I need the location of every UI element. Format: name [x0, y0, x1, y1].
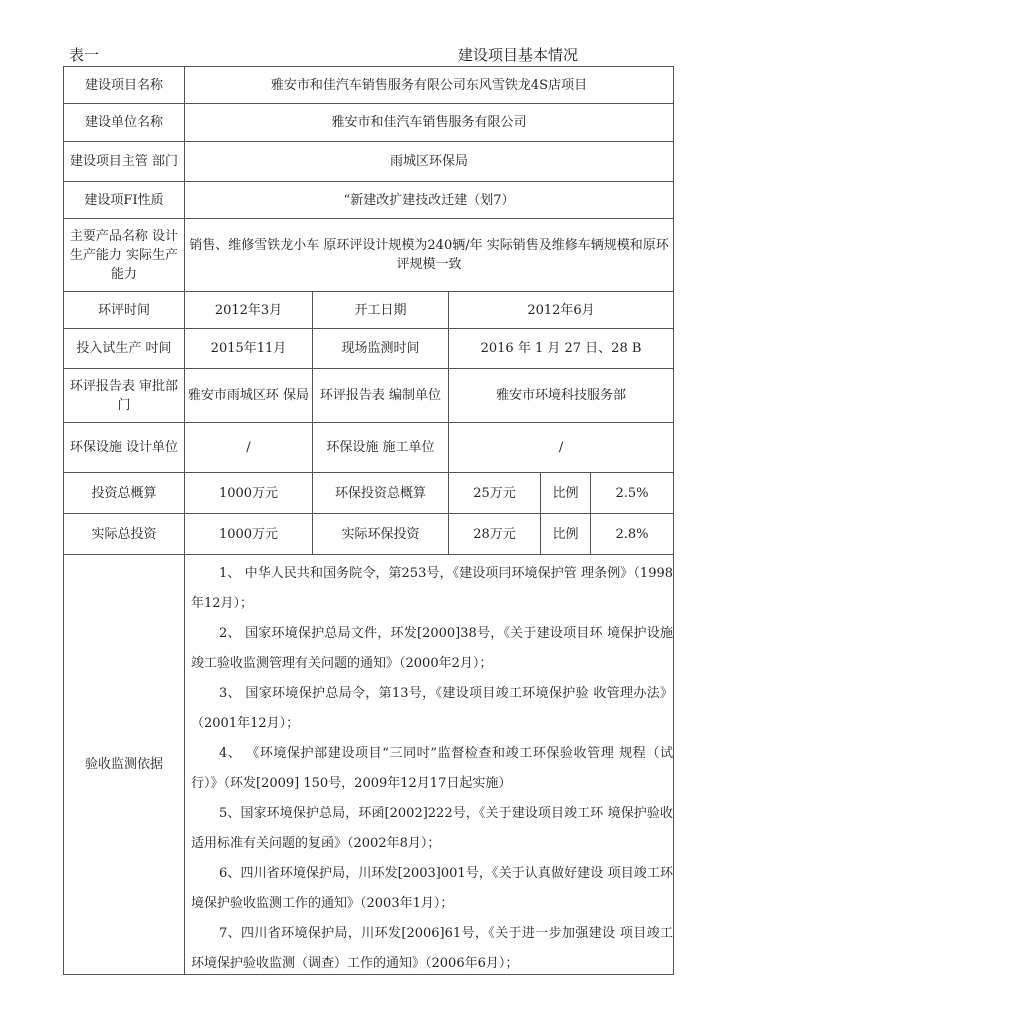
- basis-content: [185, 555, 674, 975]
- cell-label: 环评时间: [64, 292, 185, 329]
- cell-value: /: [185, 423, 313, 473]
- basis-item: 5、国家环境保护总局，环函[2002]222号，《关于建设项目竣工环 境保护验收适用标准有关问题的复函》（2002年8月）；: [191, 806, 674, 851]
- cell-label: 比例: [541, 473, 591, 514]
- cell-label: 建设项目主管 部门: [64, 142, 185, 182]
- basis-item: 3、 国家环境保护总局令，第13号，《建设项目竣工环境保护验 收管理办法》（2001年12月）；: [191, 686, 674, 731]
- basis-item: 7、四川省环境保护局，川环发[2006]61号，《关于进一步加强建设 项目竣工环境保护验收监测（调查）工作的通知》（2006年6月）；: [191, 926, 674, 971]
- cell-label: 环保设施 设计单位: [64, 423, 185, 473]
- cell-value: 销售、维修雪铁龙小车 原环评设计规模为240辆/年 实际销售及维修车辆规模和原环评规模一致: [185, 219, 674, 292]
- cell-value: 雅安市雨城区环 保局: [185, 369, 313, 423]
- basis-item: 1、 中华人民共和国务院令，第253号，《建设项冃环境保护管 理条例》（1998年12月）；: [191, 566, 674, 611]
- cell-label: 建设项FI性质: [64, 182, 185, 219]
- cell-label: 投资总概算: [64, 473, 185, 514]
- cell-value: 28万元: [449, 514, 541, 555]
- table-number: 表一: [69, 46, 100, 64]
- cell-value: 2015年11月: [185, 329, 313, 369]
- cell-value: 2016 年 1 月 27 日、28 B: [449, 329, 674, 369]
- row-product: [64, 219, 674, 292]
- cell-value: 雅安市环境科技服务部: [449, 369, 674, 423]
- cell-value: 雅安市和佳汽车销售服务有限公司东风雪铁龙4S店项目: [185, 67, 674, 104]
- row-eia-time: [64, 292, 674, 329]
- cell-label: 主要产品名称 设计生产能力 实际生产能力: [64, 219, 185, 292]
- project-info-table: [63, 66, 674, 975]
- cell-value: 1000万元: [185, 473, 313, 514]
- cell-label: 建设项目名称: [64, 67, 185, 104]
- cell-label: 建设单位名称: [64, 104, 185, 142]
- cell-label: 环保设施 施工单位: [313, 423, 449, 473]
- cell-value: /: [449, 423, 674, 473]
- row-nature: [64, 182, 674, 219]
- cell-value: 2012年6月: [449, 292, 674, 329]
- cell-value: 雅安市和佳汽车销售服务有限公司: [185, 104, 674, 142]
- cell-label: 投入试生产 吋间: [64, 329, 185, 369]
- row-invest-actual: [64, 514, 674, 555]
- cell-label: 比例: [541, 514, 591, 555]
- cell-label: 开工日期: [313, 292, 449, 329]
- cell-value: 2.8%: [591, 514, 674, 555]
- cell-label: 现场监测时间: [313, 329, 449, 369]
- cell-value: 2.5%: [591, 473, 674, 514]
- cell-label: 环评报告表 审批部门: [64, 369, 185, 423]
- cell-value: 1000万元: [185, 514, 313, 555]
- basis-item: 6、四川省环境保护局，川环发[2003]001号，《关于认真做好建设 项目竣工环境保护验收监测工作的通知》（2003年1月）；: [191, 866, 674, 911]
- cell-value: “新建改扩建技改迁建（划7）: [185, 182, 674, 219]
- cell-label: 环评报告表 编制单位: [313, 369, 449, 423]
- row-design: [64, 423, 674, 473]
- page-title: 建设项目基本情况: [458, 46, 579, 64]
- row-invest-budget: [64, 473, 674, 514]
- row-project-name: [64, 67, 674, 104]
- cell-value: 2012年3月: [185, 292, 313, 329]
- row-approval: [64, 369, 674, 423]
- row-basis: [64, 555, 674, 975]
- cell-value: 25万元: [449, 473, 541, 514]
- cell-value: 雨城区环保局: [185, 142, 674, 182]
- cell-label: 实际总投资: [64, 514, 185, 555]
- cell-label: 环保投资总概算: [313, 473, 449, 514]
- cell-label: 验收监测依据: [64, 555, 185, 975]
- row-unit-name: [64, 104, 674, 142]
- cell-label: 实际环保投资: [313, 514, 449, 555]
- basis-item: 2、 国家环境保护总局文件，环发[2000]38号，《关于建设项目环 境保护设施竣工验收监测管理有关问题的通知》（2000年2月）；: [191, 626, 674, 671]
- row-authority: [64, 142, 674, 182]
- basis-item: 4、 《环境保护部建设项目“三同吋”监督检查和竣工环保验收管理 规程（试行）》（环发[2009] 150号，2009年12月17日起实施）: [191, 746, 674, 791]
- row-trial: [64, 329, 674, 369]
